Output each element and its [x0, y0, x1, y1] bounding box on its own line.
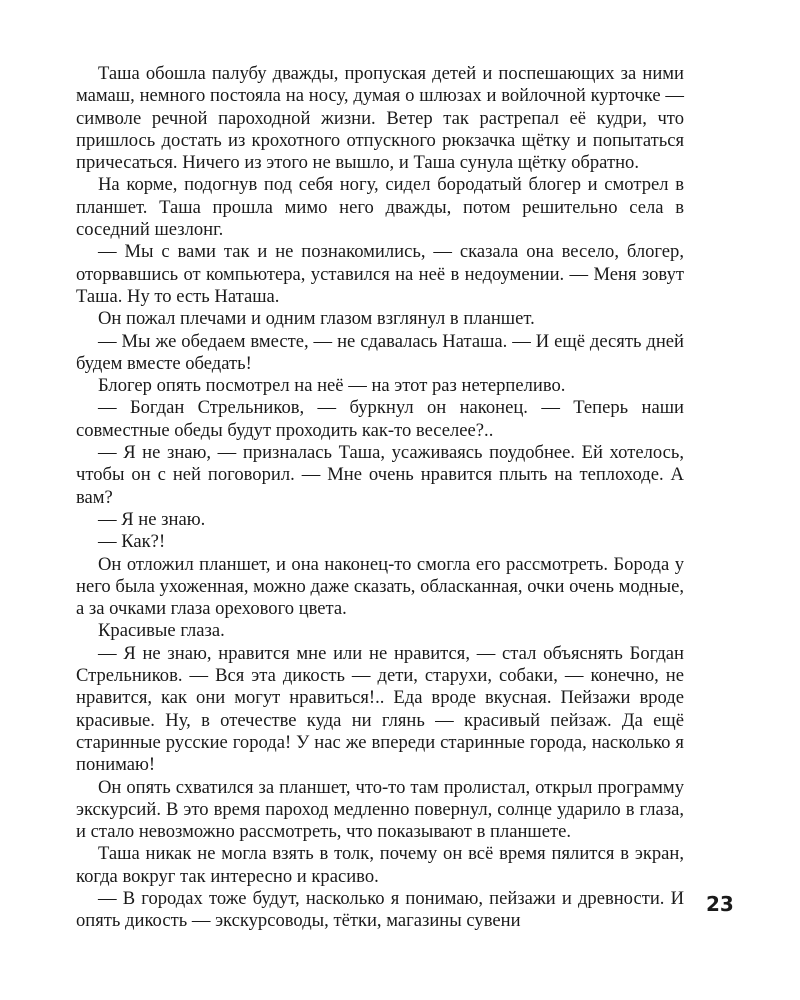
paragraph-3: — Мы с вами так и не познакомились, — сказала она весело, блогер, оторвавшись от компьютера, уставился на неё в недоумении. — Меня зовут Таша. Ну то есть Наташа.: [76, 241, 684, 307]
paragraph-2: На корме, подогнув под себя ногу, сидел бородатый блогер и смотрел в планшет. Таша прошла мимо него дважды, потом решительно села в соседний шезлонг.: [76, 174, 684, 241]
paragraph-6: Блогер опять посмотрел на неё — на этот раз нетерпеливо.: [98, 375, 566, 397]
paragraph-8: — Я не знаю, — призналась Таша, усаживаясь поудобнее. Ей хотелось, чтобы он с ней поговорил. — Мне очень нравится плыть на теплоходе. А вам?: [76, 442, 684, 508]
paragraph-5: — Мы же обедаем вместе, — не сдавалась Наташа. — И ещё десять дней будем вместе обедать!: [76, 330, 684, 374]
paragraph-4: Он пожал плечами и одним глазом взглянул в планшет.: [98, 308, 535, 330]
paragraph-15: Таша никак не могла взять в толк, почему он всё время пялится в экран, когда вокруг так интересно и красиво.: [76, 843, 684, 887]
paragraph-7: — Богдан Стрельников, — буркнул он наконец. — Теперь наши совместные обеды будут проходить как-то веселее?..: [76, 397, 684, 441]
paragraph-11: Он отложил планшет, и она наконец-то смогла его рассмотреть. Борода у него была ухоженная, можно даже сказать, обласканная, очки очень модные, а за очками глаза орехового цвета.: [76, 553, 684, 620]
paragraph-16: — В городах тоже будут, насколько я понимаю, пейзажи и древности. И опять дикость — экскурсоводы, тётки, магазины сувени: [76, 887, 684, 932]
paragraph-1: Таша обошла палубу дважды, пропуская детей и поспешающих за ними мамаш, немного постояла на носу, думая о шлюзах и войлочной курточке — символе речной пароходной жизни. Ветер так растрепал её кудри, что пришлось достать из крохотного отпускного рюкзачка щётку и попытаться причесаться. Ничего из этого не вышло, и Таша сунула щётку обратно.: [76, 63, 684, 174]
paragraph-10: — Как?!: [98, 531, 166, 553]
paragraph-12: Красивые глаза.: [98, 620, 225, 642]
page-number: 23: [706, 892, 734, 916]
paragraph-9: — Я не знаю.: [98, 508, 206, 530]
page-body: [76, 63, 684, 933]
paragraph-14: Он опять схватился за планшет, что-то там пролистал, открыл программу экскурсий. В это время пароход медленно повернул, солнце ударило в глаза, и стало невозможно рассмотреть, что показывают в планшете.: [76, 776, 684, 843]
paragraph-13: — Я не знаю, нравится мне или не нравится, — стал объяснять Богдан Стрельников. — Вся эта дикость — дети, старухи, собаки, — конечно, не нравится, как они могут нравиться!.. Еда вроде вкусная. Пейзажи вроде красивые. Ну, в отечестве куда ни глянь — красивый пейзаж. Да ещё старинные русские города! У нас же впереди старинные города, насколько я понимаю!: [76, 642, 684, 776]
